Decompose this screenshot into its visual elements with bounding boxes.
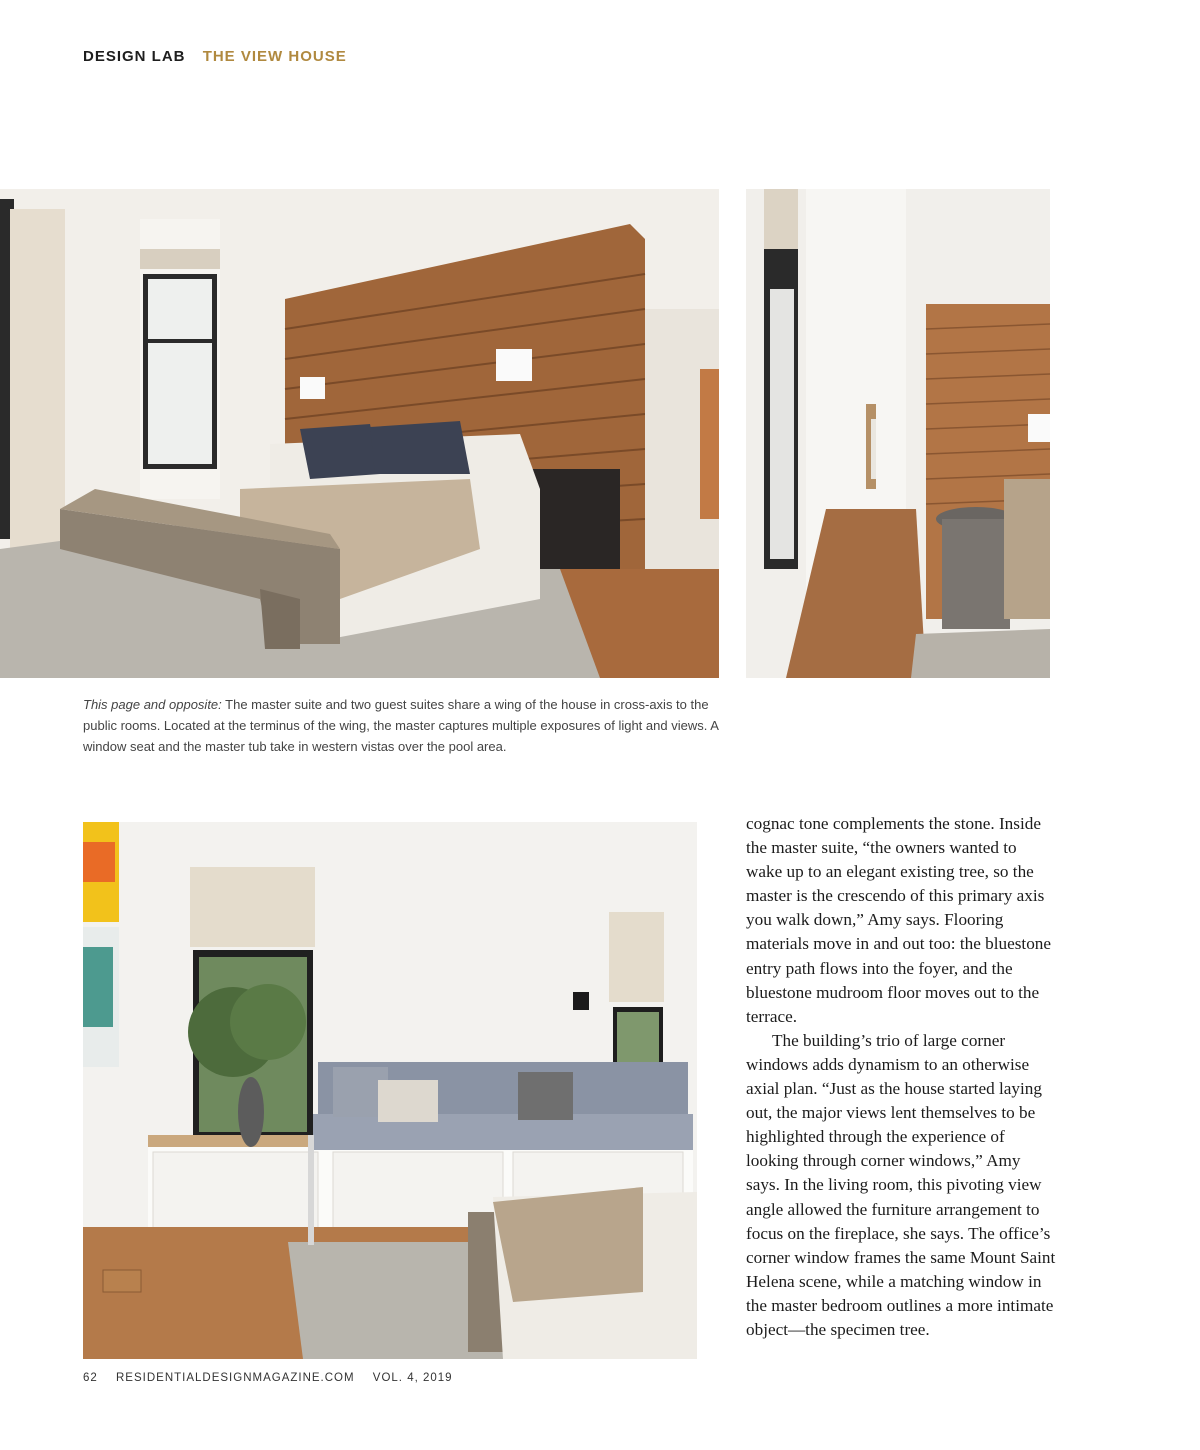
window-seat-photo xyxy=(83,822,697,1359)
section-label: DESIGN LAB xyxy=(83,48,186,65)
master-bedroom-photo xyxy=(0,189,719,678)
body-paragraph: cognac tone complements the stone. Inside the master suite, “the owners wanted to wake up to an elegant existing tree, so the master is the crescendo of this primary axis you walk down,” Amy says. Flooring materials move in and out too: the bluestone entry path flows into the foyer, and the bluestone mudroom floor moves out to the terrace. xyxy=(746,814,1052,1026)
page-header xyxy=(83,48,347,65)
article-body xyxy=(746,812,1056,1342)
hallway-photo xyxy=(746,189,1050,678)
site-url: RESIDENTIALDESIGNMAGAZINE.COM xyxy=(116,1372,355,1384)
caption-lead: This page and opposite: xyxy=(83,697,222,712)
article-title: THE VIEW HOUSE xyxy=(202,48,347,65)
issue-volume: VOL. 4, 2019 xyxy=(372,1372,453,1384)
photo-caption xyxy=(83,694,723,757)
body-paragraph: The building’s trio of large corner windows adds dynamism to an otherwise axial plan. “Just as the house started laying out, the major views lent themselves to be highlighted through the experience of looking through corner windows,” Amy says. In the living room, this pivoting view angle allowed the furniture arrangement to focus on the fireplace, she says. The office’s corner window frames the same Mount Saint Helena scene, while a matching window in the master bedroom outlines a more intimate object—the specimen tree. xyxy=(746,1030,1056,1339)
caption-text: The master suite and two guest suites share a wing of the house in cross-axis to the public rooms. Located at the terminus of the wing, the master captures multiple exposures of light and views. A window seat and the master tub take in western vistas over the pool area. xyxy=(83,697,719,754)
page-footer xyxy=(83,1372,467,1384)
page-number: 62 xyxy=(83,1372,98,1384)
